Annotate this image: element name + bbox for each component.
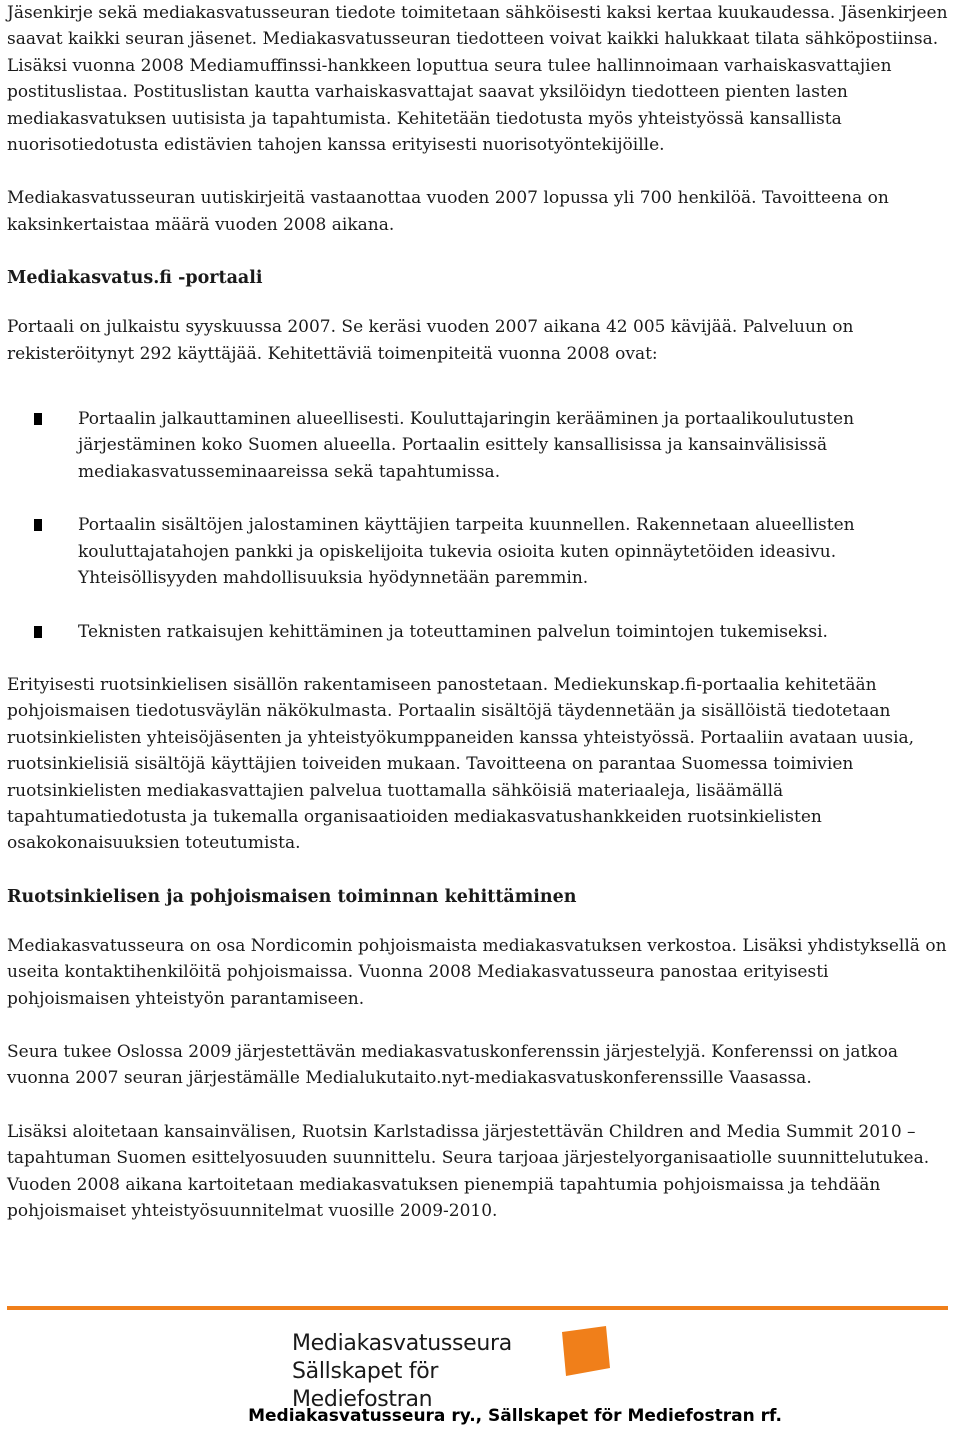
heading-nordic: Ruotsinkielisen ja pohjoismaisen toiminnan kehittäminen (7, 886, 577, 907)
list-item (7, 619, 952, 645)
list-item (7, 406, 952, 485)
footer-divider (7, 1306, 948, 1310)
paragraph-nordicom: Mediakasvatusseura on osa Nordicomin pohjoismaista mediakasvatuksen verkostoa. Lisäksi yhdistyksellä on useita kontaktihenkilöitä pohjoismaissa. Vuonna 2008 Mediakasvatusseura panostaa erityisesti pohjoismaisen yhteistyön parantamiseen. (7, 935, 947, 1009)
document-body (7, 0, 952, 1224)
bullet-square-icon (34, 626, 42, 638)
bullet-text: Teknisten ratkaisujen kehittäminen ja toteuttaminen palvelun toimintojen tukemiseksi. (78, 621, 828, 642)
logo-name-finnish: Mediakasvatusseura (292, 1331, 512, 1356)
bullet-list (7, 406, 952, 645)
heading-portal: Mediakasvatus.fi -portaali (7, 268, 263, 289)
list-item (7, 512, 952, 591)
paragraph-oslo: Seura tukee Oslossa 2009 järjestettävän mediakasvatuskonferenssin järjestelyjä. Konferenssi on jatkoa vuonna 2007 seuran järjestämälle Medialukutaito.nyt-mediakasvatuskonferenssille Vaasassa. (7, 1041, 898, 1089)
logo-name-swedish: Sällskapet för Mediefostran (292, 1359, 439, 1412)
footer-organization: Mediakasvatusseura ry., Sällskapet för Mediefostran rf. (248, 1406, 782, 1426)
paragraph-newsletter: Jäsenkirje sekä mediakasvatusseuran tiedote toimitetaan sähköisesti kaksi kertaa kuukaudessa. Jäsenkirjeen saavat kaikki seuran jäsenet. Mediakasvatusseuran tiedotteen voivat kaikki halukkaat tilata sähköpostiinsa. Lisäksi vuonna 2008 Mediamuffinssi-hankkeen loputtua seura tulee hallinnoimaan varhaiskasvattajien postituslistaa. Postituslistan kautta varhaiskasvattajat saavat yksilöidyn tiedotteen pienten lasten mediakasvatuksen uutisista ja tapahtumista. Kehitetään tiedotusta myös yhteistyössä kansallista nuorisotiedotusta edistävien tahojen kanssa erityisesti nuorisotyöntekijöille. (7, 3, 948, 156)
paragraph-karlstad: Lisäksi aloitetaan kansainvälisen, Ruotsin Karlstadissa järjestettävän Children and Media Summit 2010 – tapahtuman Suomen esittelyosuuden suunnittelu. Seura tarjoaa järjestelyorganisaatiolle suunnittelutukea. Vuoden 2008 aikana kartoitetaan mediakasvatuksen pienempiä tapahtumia pohjoismaissa ja tehdään pohjoismaiset yhteistyösuunnitelmat vuosille 2009-2010. (7, 1121, 930, 1221)
paragraph-swedish-content: Erityisesti ruotsinkielisen sisällön rakentamiseen panostetaan. Mediekunskap.fi-portaalia kehitetään pohjoismaisen tiedotusväylän näkökulmasta. Portaalin sisältöjä täydennetään ja sisällöistä tiedotetaan ruotsinkielisten yhteisöjäsenten ja yhteistyökumppaneiden kanssa yhteistyössä. Portaaliin avataan uusia, ruotsinkielisiä sisältöjä käyttäjien toiveiden mukaan. Tavoitteena on parantaa Suomessa toimivien ruotsinkielisten mediakasvattajien palvelua tuottamalla sähköisiä materiaaleja, lisäämällä tapahtumatiedotusta ja tukemalla organisaatioiden mediakasvatushankkeiden ruotsinkielisten osakokonaisuuksien toteutumista. (7, 674, 915, 854)
bullet-square-icon (34, 413, 42, 425)
footer-logo-text (292, 1330, 562, 1414)
bullet-text: Portaalin sisältöjen jalostaminen käyttäjien tarpeita kuunnellen. Rakennetaan alueellisten kouluttajatahojen pankki ja opiskelijoita tukevia osioita kuten opinnäytetöiden ideasivu. Yhteisöllisyyden mahdollisuuksia hyödynnetään paremmin. (78, 515, 855, 589)
paragraph-subscribers: Mediakasvatusseuran uutiskirjeitä vastaanottaa vuoden 2007 lopussa yli 700 henkilöä. Tavoitteena on kaksinkertaistaa määrä vuoden 2008 aikana. (7, 188, 889, 235)
orange-square-logo-icon (558, 1326, 610, 1376)
paragraph-portal-stats: Portaali on julkaistu syyskuussa 2007. Se keräsi vuoden 2007 aikana 42 005 kävijää. Palveluun on rekisteröitynyt 292 käyttäjää. Kehitettäviä toimenpiteitä vuonna 2008 ovat: (7, 317, 854, 364)
bullet-text: Portaalin jalkauttaminen alueellisesti. Kouluttajaringin kerääminen ja portaalikoulutusten järjestäminen koko Suomen alueella. Portaalin esittely kansallisissa ja kansainvälisissä mediakasvatusseminaareissa sekä tapahtumissa. (78, 409, 855, 482)
bullet-square-icon (34, 519, 42, 531)
